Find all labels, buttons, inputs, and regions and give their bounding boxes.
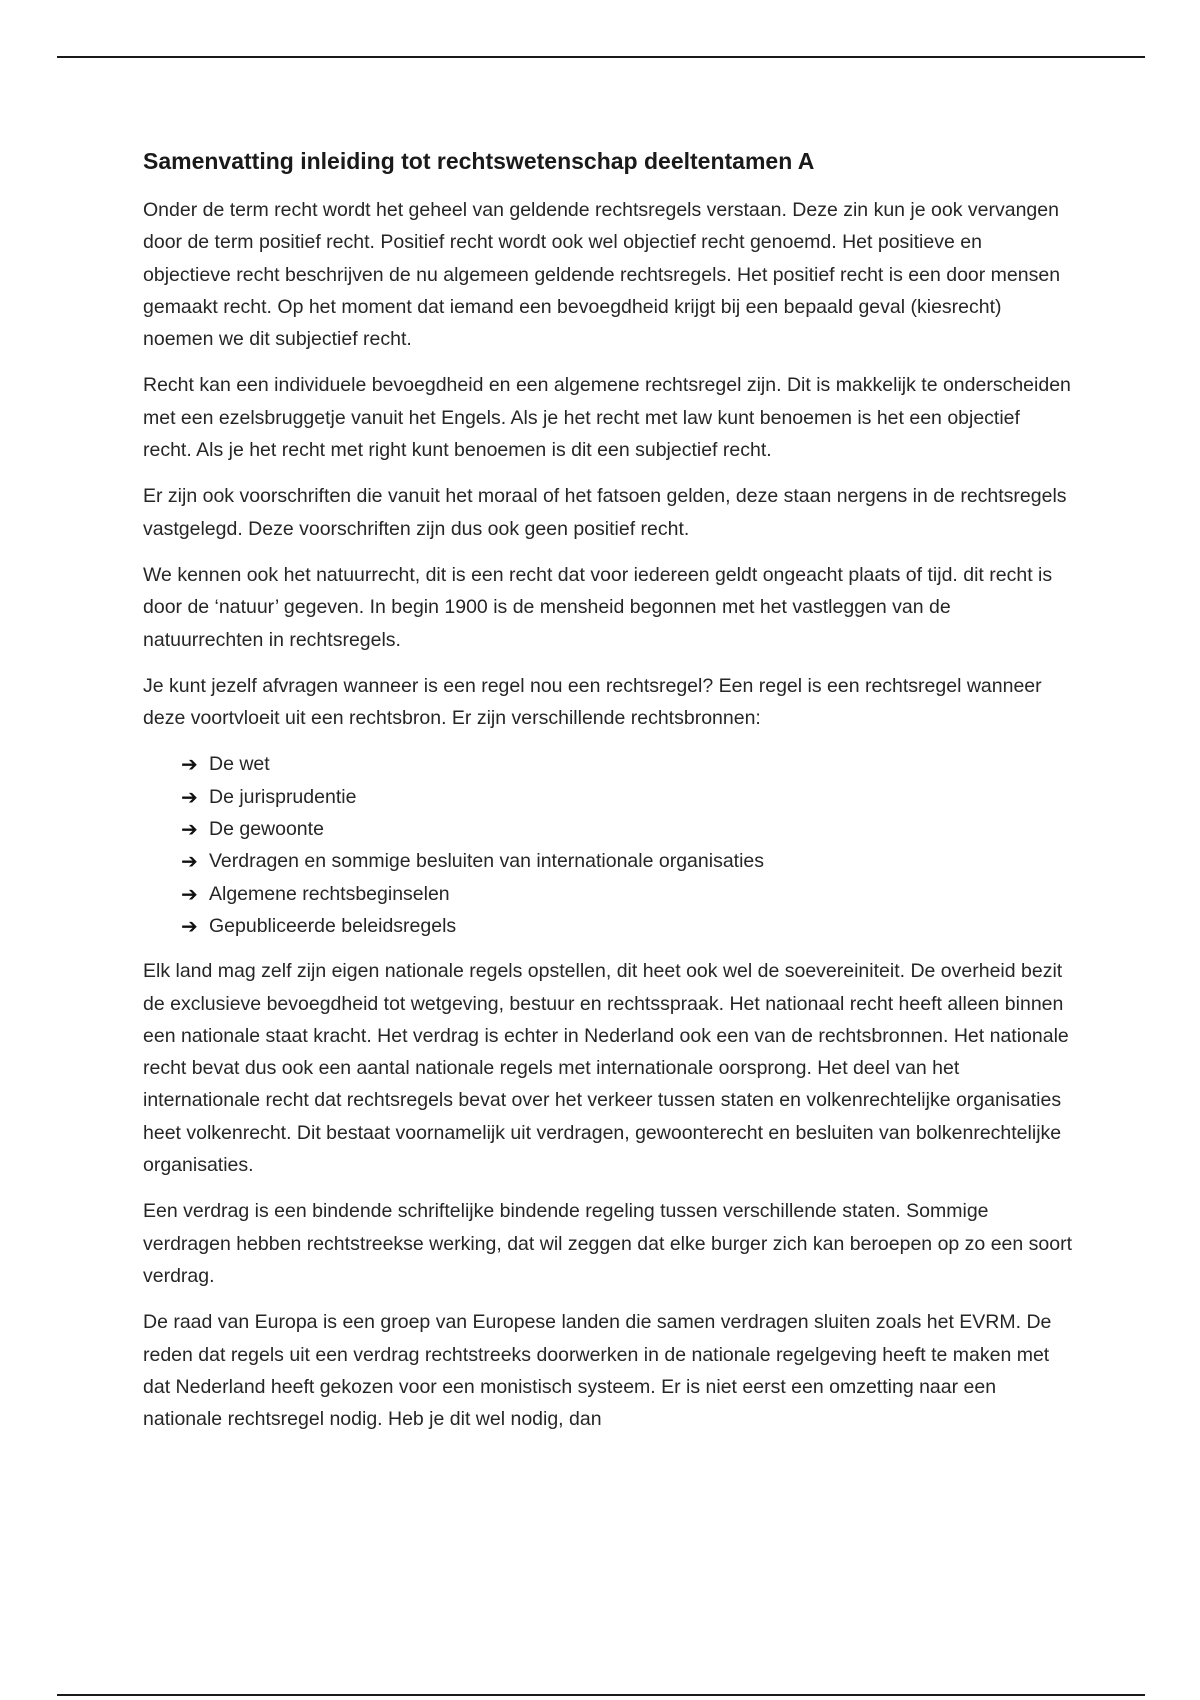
paragraph: De raad van Europa is een groep van Europese landen die samen verdragen sluiten zoals het EVRM. De reden dat regels uit een verdrag rechtstreeks doorwerken in de nationale regelgeving heeft te maken met dat Nederland heeft gekozen voor een monistisch systeem. Er is niet eerst een omzetting naar een nationale rechtsregel nodig. Heb je dit wel nodig, dan — [143, 1311, 1052, 1431]
list-item — [181, 845, 1073, 877]
list-item — [181, 813, 1073, 845]
paragraph: Onder de term recht wordt het geheel van geldende rechtsregels verstaan. Deze zin kun je ook vervangen door de term positief recht. Positief recht wordt ook wel objectief recht genoemd. Het positieve en objectieve recht beschrijven de nu algemeen geldende rechtsregels. Het positief recht is een door mensen gemaakt recht. Op het moment dat iemand een bevoegdheid krijgt bij een bepaald geval (kiesrecht) noemen we dit subjectief recht. — [143, 199, 1061, 351]
arrow-right-icon: ➔ — [181, 881, 198, 906]
arrow-right-icon: ➔ — [181, 752, 198, 777]
list-item — [181, 748, 1073, 780]
list-item — [181, 910, 1073, 942]
footer-rule — [57, 1694, 1145, 1696]
list-item — [181, 781, 1073, 813]
list-item-text: De gewoonte — [209, 818, 324, 841]
arrow-right-icon: ➔ — [181, 817, 198, 842]
list-item-text: Verdragen en sommige besluiten van internationale organisaties — [209, 850, 765, 873]
document-title: Samenvatting inleiding tot rechtswetenschap deeltentamen A — [143, 148, 815, 174]
paragraph: Een verdrag is een bindende schriftelijke bindende regeling tussen verschillende staten. Sommige verdragen hebben rechtstreekse werking, dat wil zeggen dat elke burger zich kan beroepen op zo een soort verdrag. — [143, 1200, 1072, 1287]
list-item — [181, 878, 1073, 910]
arrow-right-icon: ➔ — [181, 784, 198, 809]
arrow-right-icon: ➔ — [181, 849, 198, 874]
paragraph: Recht kan een individuele bevoegdheid en een algemene rechtsregel zijn. Dit is makkelijk te onderscheiden met een ezelsbruggetje vanuit het Engels. Als je het recht met law kunt benoemen is het een objectief recht. Als je het recht met right kunt benoemen is dit een subjectief recht. — [143, 374, 1071, 462]
header-rule — [57, 56, 1145, 58]
list-item-text: Algemene rechtsbeginselen — [209, 882, 450, 905]
paragraph: Je kunt jezelf afvragen wanneer is een regel nou een rechtsregel? Een regel is een rechtsregel wanneer deze voortvloeit uit een rechtsbron. Er zijn verschillende rechtsbronnen: — [143, 674, 1042, 730]
list-item-text: Gepubliceerde beleidsregels — [209, 914, 457, 937]
list-item-text: De jurisprudentie — [209, 785, 357, 808]
paragraph: Er zijn ook voorschriften die vanuit het moraal of het fatsoen gelden, deze staan nergens in de rechtsregels vastgelegd. Deze voorschriften zijn dus ook geen positief recht. — [143, 485, 1067, 540]
arrow-right-icon: ➔ — [181, 913, 198, 938]
document-content — [143, 144, 1073, 1449]
list-item-text: De wet — [209, 753, 270, 776]
paragraph: Elk land mag zelf zijn eigen nationale regels opstellen, dit heet ook wel de soevereiniteit. De overheid bezit de exclusieve bevoegdheid tot wetgeving, bestuur en rechtsspraak. Het nationaal recht heeft alleen binnen een nationale staat kracht. Het verdrag is echter in Nederland ook een van de rechtsbronnen. Het nationale recht bevat dus ook een aantal nationale regels met internationale oorsprong. Het deel van het internationale recht dat rechtsregels bevat over het verkeer tussen staten en volkenrechtelijke organisaties heet volkenrecht. Dit bestaat voornamelijk uit verdragen, gewoonterecht en besluiten van bolkenrechtelijke organisaties. — [143, 960, 1069, 1177]
rechtsbronnen-list — [143, 748, 1073, 942]
paragraph: We kennen ook het natuurrecht, dit is een recht dat voor iedereen geldt ongeacht plaats of tijd. dit recht is door de ‘natuur’ gegeven. In begin 1900 is de mensheid begonnen met het vastleggen van de natuurrechten in rechtsregels. — [143, 563, 1053, 651]
